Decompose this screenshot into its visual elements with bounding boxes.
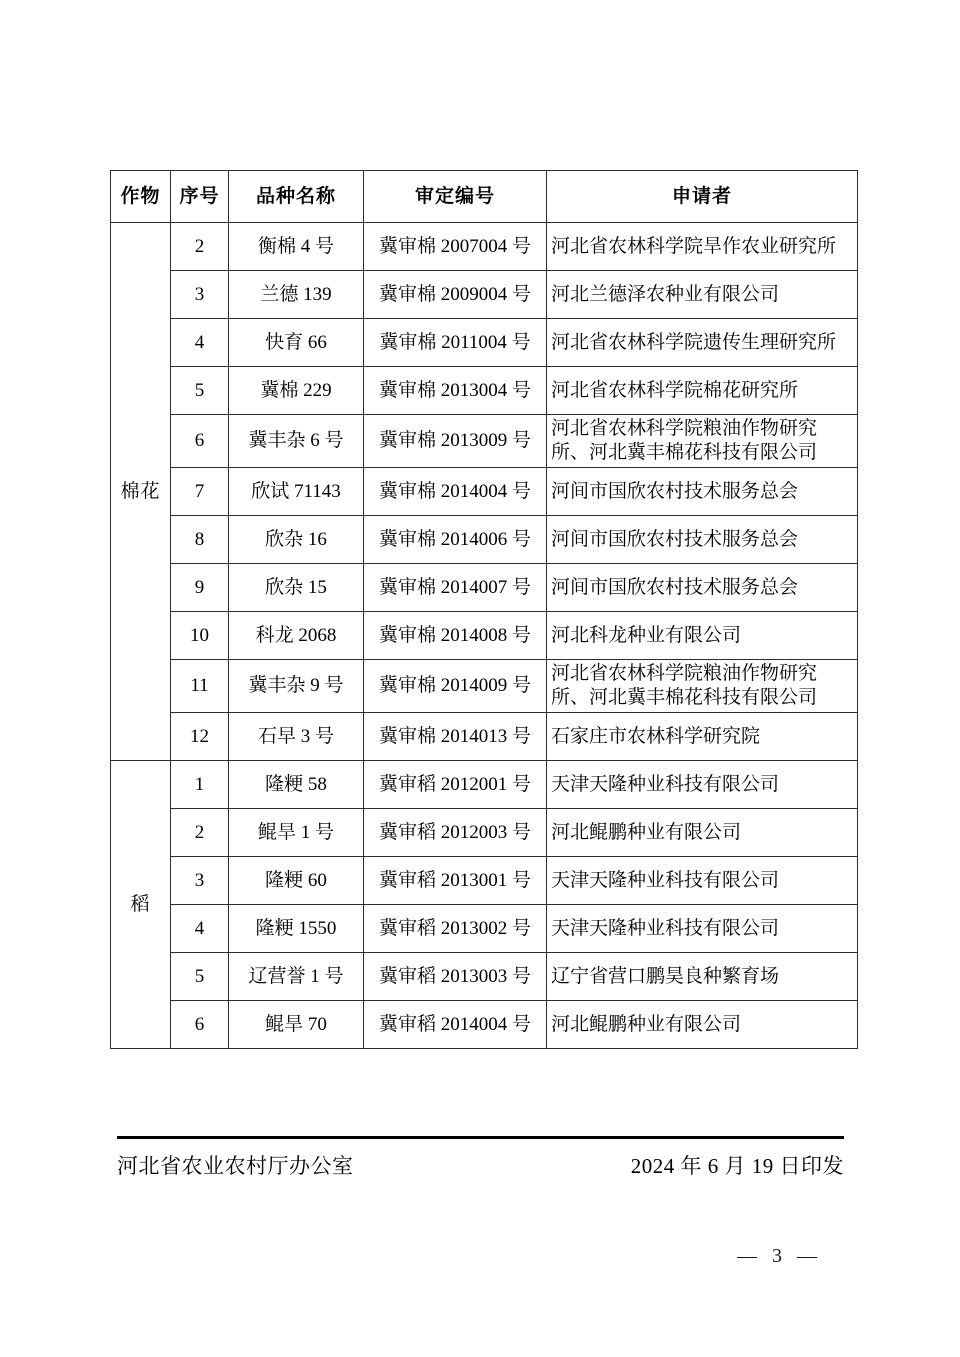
table-row bbox=[111, 660, 858, 713]
table-row bbox=[111, 1001, 858, 1049]
applicant-cell: 河北省农林科学院粮油作物研究所、河北冀丰棉花科技有限公司 bbox=[547, 660, 858, 713]
document-footer bbox=[117, 1136, 844, 1180]
approval-code-cell: 冀审稻 2012003 号 bbox=[364, 809, 547, 857]
approval-code-cell: 冀审稻 2014004 号 bbox=[364, 1001, 547, 1049]
row-number-cell: 5 bbox=[171, 953, 229, 1001]
applicant-cell: 天津天隆种业科技有限公司 bbox=[547, 905, 858, 953]
row-number-cell: 5 bbox=[171, 367, 229, 415]
approval-code-cell: 冀审棉 2011004 号 bbox=[364, 319, 547, 367]
applicant-cell: 河间市国欣农村技术服务总会 bbox=[547, 468, 858, 516]
table-row bbox=[111, 223, 858, 271]
variety-name-cell: 石早 3 号 bbox=[229, 713, 364, 761]
applicant-cell: 河间市国欣农村技术服务总会 bbox=[547, 564, 858, 612]
table-row bbox=[111, 713, 858, 761]
applicant-cell: 河北鲲鹏种业有限公司 bbox=[547, 1001, 858, 1049]
variety-name-cell: 冀棉 229 bbox=[229, 367, 364, 415]
applicant-cell: 辽宁省营口鹏昊良种繁育场 bbox=[547, 953, 858, 1001]
footer-issuing-office: 河北省农业农村厅办公室 bbox=[117, 1154, 354, 1178]
approval-code-cell: 冀审棉 2014006 号 bbox=[364, 516, 547, 564]
row-number-cell: 9 bbox=[171, 564, 229, 612]
header-cell-code: 审定编号 bbox=[364, 171, 547, 223]
row-number-cell: 2 bbox=[171, 809, 229, 857]
approval-code-cell: 冀审棉 2014013 号 bbox=[364, 713, 547, 761]
variety-name-cell: 兰德 139 bbox=[229, 271, 364, 319]
header-cell-applicant: 申请者 bbox=[547, 171, 858, 223]
table-row bbox=[111, 905, 858, 953]
table-row bbox=[111, 367, 858, 415]
variety-approval-table-wrap bbox=[110, 170, 857, 1049]
table-body bbox=[111, 223, 858, 1049]
approval-code-cell: 冀审棉 2013009 号 bbox=[364, 415, 547, 468]
applicant-cell: 河北省农林科学院旱作农业研究所 bbox=[547, 223, 858, 271]
applicant-cell: 河北省农林科学院粮油作物研究所、河北冀丰棉花科技有限公司 bbox=[547, 415, 858, 468]
variety-name-cell: 欣试 71143 bbox=[229, 468, 364, 516]
table-row bbox=[111, 319, 858, 367]
footer-print-date: 2024 年 6 月 19 日印发 bbox=[630, 1154, 844, 1178]
table-header-row bbox=[111, 171, 858, 223]
crop-label: 稻 bbox=[111, 761, 171, 1049]
row-number-cell: 8 bbox=[171, 516, 229, 564]
variety-name-cell: 隆粳 60 bbox=[229, 857, 364, 905]
row-number-cell: 6 bbox=[171, 1001, 229, 1049]
variety-name-cell: 辽营誉 1 号 bbox=[229, 953, 364, 1001]
table-row bbox=[111, 468, 858, 516]
table-row bbox=[111, 415, 858, 468]
variety-name-cell: 衡棉 4 号 bbox=[229, 223, 364, 271]
approval-code-cell: 冀审棉 2007004 号 bbox=[364, 223, 547, 271]
row-number-cell: 11 bbox=[171, 660, 229, 713]
row-number-cell: 3 bbox=[171, 271, 229, 319]
applicant-cell: 河北省农林科学院遗传生理研究所 bbox=[547, 319, 858, 367]
header-cell-variety: 品种名称 bbox=[229, 171, 364, 223]
page-number: — 3 — bbox=[737, 1245, 817, 1267]
row-number-cell: 2 bbox=[171, 223, 229, 271]
row-number-cell: 12 bbox=[171, 713, 229, 761]
row-number-cell: 3 bbox=[171, 857, 229, 905]
applicant-cell: 天津天隆种业科技有限公司 bbox=[547, 761, 858, 809]
variety-name-cell: 隆粳 1550 bbox=[229, 905, 364, 953]
approval-code-cell: 冀审棉 2014004 号 bbox=[364, 468, 547, 516]
approval-code-cell: 冀审棉 2014009 号 bbox=[364, 660, 547, 713]
applicant-cell: 河北兰德泽农种业有限公司 bbox=[547, 271, 858, 319]
approval-code-cell: 冀审稻 2013001 号 bbox=[364, 857, 547, 905]
row-number-cell: 4 bbox=[171, 319, 229, 367]
row-number-cell: 1 bbox=[171, 761, 229, 809]
crop-label: 棉花 bbox=[111, 223, 171, 761]
approval-code-cell: 冀审棉 2009004 号 bbox=[364, 271, 547, 319]
applicant-cell: 河北省农林科学院棉花研究所 bbox=[547, 367, 858, 415]
variety-name-cell: 隆粳 58 bbox=[229, 761, 364, 809]
variety-name-cell: 欣杂 16 bbox=[229, 516, 364, 564]
table-row bbox=[111, 857, 858, 905]
header-cell-number: 序号 bbox=[171, 171, 229, 223]
applicant-cell: 河间市国欣农村技术服务总会 bbox=[547, 516, 858, 564]
table-row bbox=[111, 612, 858, 660]
variety-name-cell: 欣杂 15 bbox=[229, 564, 364, 612]
approval-code-cell: 冀审棉 2014008 号 bbox=[364, 612, 547, 660]
table-row bbox=[111, 809, 858, 857]
approval-code-cell: 冀审稻 2013002 号 bbox=[364, 905, 547, 953]
applicant-cell: 石家庄市农林科学研究院 bbox=[547, 713, 858, 761]
variety-name-cell: 鲲旱 1 号 bbox=[229, 809, 364, 857]
variety-name-cell: 冀丰杂 6 号 bbox=[229, 415, 364, 468]
table-row bbox=[111, 761, 858, 809]
variety-name-cell: 科龙 2068 bbox=[229, 612, 364, 660]
variety-approval-table bbox=[110, 170, 858, 1049]
applicant-cell: 河北科龙种业有限公司 bbox=[547, 612, 858, 660]
table-row bbox=[111, 271, 858, 319]
header-cell-crop: 作物 bbox=[111, 171, 171, 223]
variety-name-cell: 鲲旱 70 bbox=[229, 1001, 364, 1049]
variety-name-cell: 快育 66 bbox=[229, 319, 364, 367]
row-number-cell: 10 bbox=[171, 612, 229, 660]
variety-name-cell: 冀丰杂 9 号 bbox=[229, 660, 364, 713]
table-row bbox=[111, 953, 858, 1001]
applicant-cell: 天津天隆种业科技有限公司 bbox=[547, 857, 858, 905]
row-number-cell: 4 bbox=[171, 905, 229, 953]
table-row bbox=[111, 516, 858, 564]
approval-code-cell: 冀审稻 2013003 号 bbox=[364, 953, 547, 1001]
approval-code-cell: 冀审棉 2014007 号 bbox=[364, 564, 547, 612]
approval-code-cell: 冀审棉 2013004 号 bbox=[364, 367, 547, 415]
table-row bbox=[111, 564, 858, 612]
row-number-cell: 7 bbox=[171, 468, 229, 516]
approval-code-cell: 冀审稻 2012001 号 bbox=[364, 761, 547, 809]
applicant-cell: 河北鲲鹏种业有限公司 bbox=[547, 809, 858, 857]
row-number-cell: 6 bbox=[171, 415, 229, 468]
